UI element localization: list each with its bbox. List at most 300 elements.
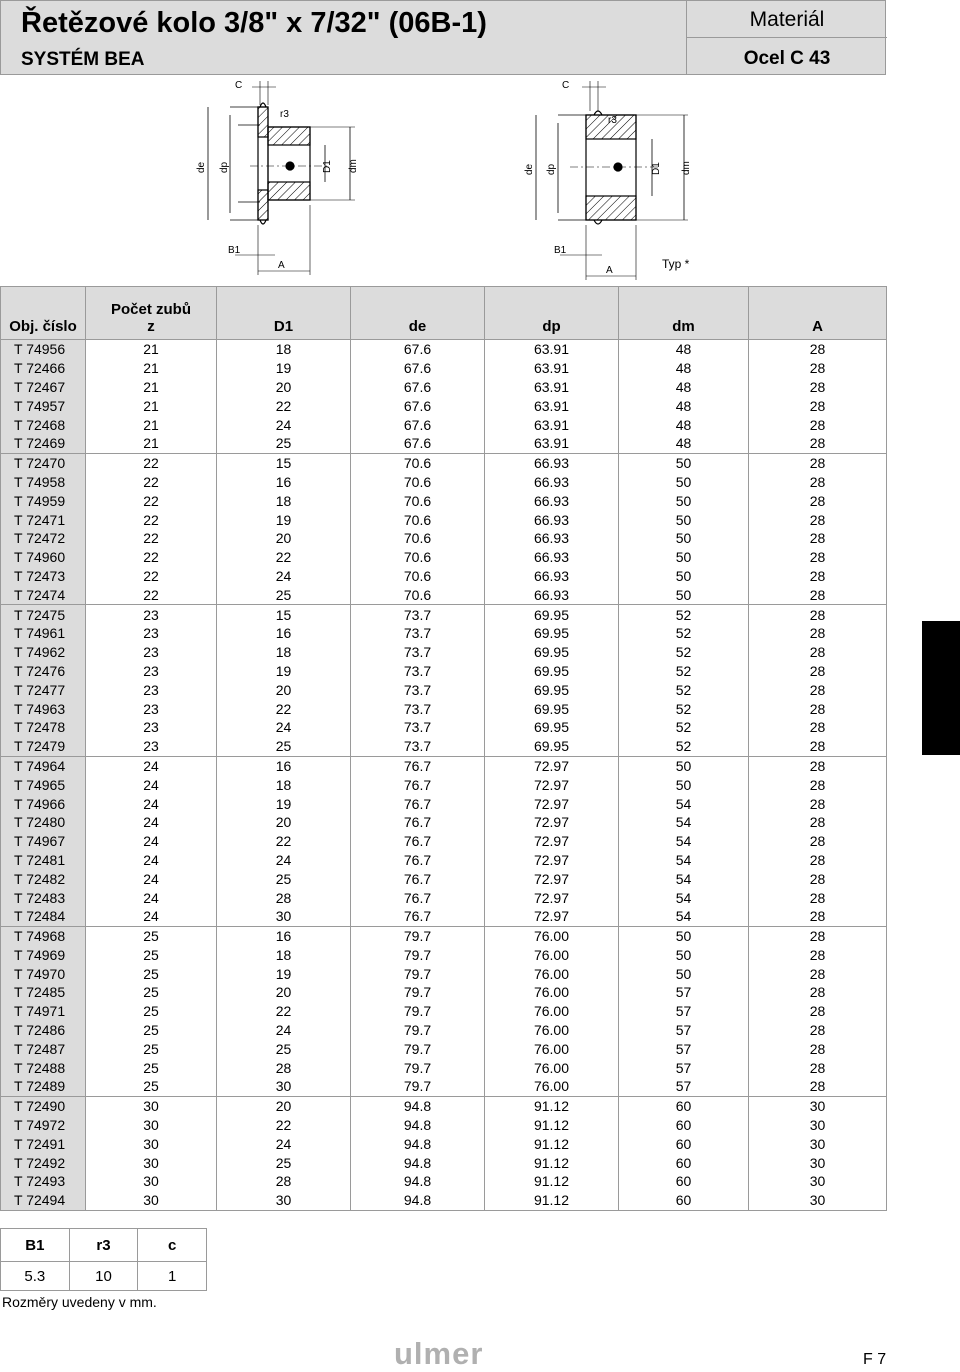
material-value: Ocel C 43 — [743, 48, 831, 69]
page-subtitle: SYSTÉM BEA — [21, 49, 145, 70]
obj-cislo-cell: T 74971 — [1, 1002, 86, 1021]
de-cell: 73.7 — [351, 699, 485, 718]
table-row — [1, 1134, 887, 1153]
teeth-count-cell: 24 — [86, 813, 217, 832]
dp-cell: 63.91 — [485, 378, 619, 397]
a-cell: 28 — [749, 662, 887, 681]
dim-header-b1: B1 — [1, 1229, 70, 1262]
dm-cell: 52 — [619, 680, 749, 699]
page-title: Řetězové kolo 3/8" x 7/32" (06B-1) — [21, 7, 487, 39]
obj-cislo-cell: T 72481 — [1, 851, 86, 870]
dm-cell: 52 — [619, 624, 749, 643]
header-dm: dm — [619, 287, 749, 340]
table-row — [1, 964, 887, 983]
dimensions-header-row — [1, 1229, 207, 1262]
a-cell: 28 — [749, 869, 887, 888]
table-row — [1, 378, 887, 397]
obj-cislo-cell: T 72486 — [1, 1021, 86, 1040]
table-row — [1, 794, 887, 813]
obj-cislo-cell: T 72488 — [1, 1058, 86, 1077]
obj-cislo-cell: T 74958 — [1, 473, 86, 492]
table-row — [1, 415, 887, 434]
d1-cell: 18 — [217, 643, 351, 662]
obj-cislo-cell: T 72493 — [1, 1172, 86, 1191]
a-cell: 28 — [749, 1058, 887, 1077]
dimensions-value-row — [1, 1262, 207, 1291]
a-cell: 28 — [749, 473, 887, 492]
dim-c-label-right: C — [562, 80, 570, 91]
dm-cell: 48 — [619, 396, 749, 415]
dim-r3-label-right: r3 — [608, 115, 617, 126]
a-cell: 28 — [749, 510, 887, 529]
table-row — [1, 1191, 887, 1210]
table-row — [1, 1021, 887, 1040]
teeth-count-cell: 25 — [86, 1058, 217, 1077]
teeth-count-cell: 23 — [86, 662, 217, 681]
dm-cell: 54 — [619, 851, 749, 870]
d1-cell: 19 — [217, 359, 351, 378]
d1-cell: 25 — [217, 1153, 351, 1172]
dm-cell: 60 — [619, 1153, 749, 1172]
dim-b1-label-left: B1 — [228, 245, 241, 256]
dp-cell: 76.00 — [485, 1002, 619, 1021]
dm-cell: 54 — [619, 794, 749, 813]
dim-dp-label-left: dp — [219, 161, 230, 173]
obj-cislo-cell: T 72484 — [1, 907, 86, 926]
dp-cell: 72.97 — [485, 907, 619, 926]
d1-cell: 16 — [217, 473, 351, 492]
d1-cell: 19 — [217, 510, 351, 529]
dim-value-r3: 10 — [69, 1262, 138, 1291]
obj-cislo-cell: T 72469 — [1, 434, 86, 453]
teeth-count-cell: 24 — [86, 907, 217, 926]
a-cell: 28 — [749, 1021, 887, 1040]
obj-cislo-cell: T 74956 — [1, 340, 86, 359]
dm-cell: 60 — [619, 1172, 749, 1191]
sprocket-table — [0, 286, 887, 1211]
teeth-count-cell: 23 — [86, 680, 217, 699]
teeth-count-cell: 30 — [86, 1191, 217, 1210]
dim-b1-label-right: B1 — [554, 245, 567, 256]
table-row — [1, 1096, 887, 1115]
dp-cell: 76.00 — [485, 1058, 619, 1077]
dp-cell: 91.12 — [485, 1134, 619, 1153]
dimensions-table — [0, 1228, 207, 1291]
dim-header-r3: r3 — [69, 1229, 138, 1262]
teeth-count-cell: 25 — [86, 1002, 217, 1021]
obj-cislo-cell: T 72472 — [1, 529, 86, 548]
teeth-count-cell: 23 — [86, 624, 217, 643]
teeth-count-cell: 30 — [86, 1134, 217, 1153]
d1-cell: 24 — [217, 1134, 351, 1153]
obj-cislo-cell: T 72476 — [1, 662, 86, 681]
header-de: de — [351, 287, 485, 340]
dp-cell: 69.95 — [485, 624, 619, 643]
de-cell: 70.6 — [351, 529, 485, 548]
dm-cell: 54 — [619, 869, 749, 888]
dm-cell: 50 — [619, 473, 749, 492]
d1-cell: 20 — [217, 813, 351, 832]
table-row — [1, 643, 887, 662]
a-cell: 28 — [749, 434, 887, 453]
material-box — [686, 1, 887, 74]
de-cell: 73.7 — [351, 605, 485, 624]
dim-a-label-right: A — [606, 265, 613, 276]
dm-cell: 48 — [619, 359, 749, 378]
de-cell: 79.7 — [351, 1021, 485, 1040]
dp-cell: 69.95 — [485, 680, 619, 699]
d1-cell: 22 — [217, 1002, 351, 1021]
teeth-count-cell: 22 — [86, 548, 217, 567]
table-row — [1, 926, 887, 945]
de-cell: 79.7 — [351, 946, 485, 965]
teeth-count-cell: 30 — [86, 1096, 217, 1115]
a-cell: 28 — [749, 888, 887, 907]
table-row — [1, 680, 887, 699]
d1-cell: 20 — [217, 529, 351, 548]
teeth-count-cell: 25 — [86, 926, 217, 945]
d1-cell: 19 — [217, 794, 351, 813]
de-cell: 76.7 — [351, 869, 485, 888]
dim-header-c: c — [138, 1229, 207, 1262]
dim-a-label-left: A — [278, 260, 285, 271]
dm-cell: 50 — [619, 567, 749, 586]
de-cell: 70.6 — [351, 585, 485, 604]
dim-r3-label-left: r3 — [280, 109, 289, 120]
dp-cell: 76.00 — [485, 1021, 619, 1040]
dp-cell: 72.97 — [485, 813, 619, 832]
dm-cell: 50 — [619, 453, 749, 472]
dp-cell: 69.95 — [485, 718, 619, 737]
a-cell: 28 — [749, 1077, 887, 1096]
obj-cislo-cell: T 72467 — [1, 378, 86, 397]
d1-cell: 30 — [217, 1077, 351, 1096]
dim-value-c: 1 — [138, 1262, 207, 1291]
dp-cell: 66.93 — [485, 473, 619, 492]
d1-cell: 18 — [217, 775, 351, 794]
a-cell: 28 — [749, 1002, 887, 1021]
teeth-count-cell: 22 — [86, 585, 217, 604]
dm-cell: 50 — [619, 775, 749, 794]
dm-cell: 52 — [619, 643, 749, 662]
header-obj-cislo: Obj. číslo — [1, 287, 86, 340]
dm-cell: 52 — [619, 699, 749, 718]
de-cell: 73.7 — [351, 662, 485, 681]
table-row — [1, 737, 887, 756]
dp-cell: 72.97 — [485, 756, 619, 775]
a-cell: 28 — [749, 680, 887, 699]
dp-cell: 76.00 — [485, 1039, 619, 1058]
d1-cell: 28 — [217, 1172, 351, 1191]
de-cell: 94.8 — [351, 1116, 485, 1135]
a-cell: 28 — [749, 718, 887, 737]
de-cell: 76.7 — [351, 794, 485, 813]
de-cell: 79.7 — [351, 1039, 485, 1058]
d1-cell: 25 — [217, 585, 351, 604]
de-cell: 67.6 — [351, 396, 485, 415]
table-row — [1, 946, 887, 965]
teeth-count-cell: 23 — [86, 718, 217, 737]
dm-cell: 57 — [619, 1077, 749, 1096]
a-cell: 28 — [749, 794, 887, 813]
dp-cell: 76.00 — [485, 983, 619, 1002]
de-cell: 79.7 — [351, 926, 485, 945]
dm-cell: 57 — [619, 1002, 749, 1021]
table-row — [1, 548, 887, 567]
a-cell: 28 — [749, 983, 887, 1002]
obj-cislo-cell: T 72470 — [1, 453, 86, 472]
dim-dm-label-left: dm — [348, 159, 359, 173]
obj-cislo-cell: T 72466 — [1, 359, 86, 378]
teeth-count-cell: 24 — [86, 851, 217, 870]
obj-cislo-cell: T 74969 — [1, 946, 86, 965]
teeth-count-cell: 24 — [86, 794, 217, 813]
de-cell: 76.7 — [351, 813, 485, 832]
table-row — [1, 396, 887, 415]
table-row — [1, 699, 887, 718]
obj-cislo-cell: T 74967 — [1, 832, 86, 851]
dp-cell: 91.12 — [485, 1153, 619, 1172]
obj-cislo-cell: T 72492 — [1, 1153, 86, 1172]
header-a: A — [749, 287, 887, 340]
dp-cell: 72.97 — [485, 794, 619, 813]
teeth-count-cell: 22 — [86, 473, 217, 492]
obj-cislo-cell: T 74970 — [1, 964, 86, 983]
de-cell: 79.7 — [351, 1058, 485, 1077]
d1-cell: 24 — [217, 415, 351, 434]
de-cell: 67.6 — [351, 359, 485, 378]
dp-cell: 66.93 — [485, 453, 619, 472]
a-cell: 28 — [749, 1039, 887, 1058]
dm-cell: 50 — [619, 548, 749, 567]
d1-cell: 15 — [217, 605, 351, 624]
teeth-count-cell: 22 — [86, 453, 217, 472]
obj-cislo-cell: T 74968 — [1, 926, 86, 945]
de-cell: 73.7 — [351, 737, 485, 756]
a-cell: 28 — [749, 832, 887, 851]
de-cell: 73.7 — [351, 718, 485, 737]
table-row — [1, 567, 887, 586]
obj-cislo-cell: T 74965 — [1, 775, 86, 794]
material-label: Materiál — [687, 1, 887, 38]
a-cell: 28 — [749, 340, 887, 359]
d1-cell: 19 — [217, 662, 351, 681]
dp-cell: 63.91 — [485, 415, 619, 434]
dp-cell: 76.00 — [485, 964, 619, 983]
de-cell: 70.6 — [351, 548, 485, 567]
a-cell: 30 — [749, 1191, 887, 1210]
de-cell: 94.8 — [351, 1134, 485, 1153]
dm-cell: 60 — [619, 1134, 749, 1153]
teeth-count-cell: 21 — [86, 378, 217, 397]
table-row — [1, 1172, 887, 1191]
dm-cell: 50 — [619, 529, 749, 548]
header-d1: D1 — [217, 287, 351, 340]
dp-cell: 63.91 — [485, 359, 619, 378]
table-row — [1, 907, 887, 926]
d1-cell: 30 — [217, 1191, 351, 1210]
teeth-count-cell: 23 — [86, 605, 217, 624]
dp-cell: 69.95 — [485, 737, 619, 756]
a-cell: 30 — [749, 1116, 887, 1135]
a-cell: 30 — [749, 1153, 887, 1172]
obj-cislo-cell: T 72479 — [1, 737, 86, 756]
dp-cell: 66.93 — [485, 585, 619, 604]
obj-cislo-cell: T 72468 — [1, 415, 86, 434]
dm-cell: 48 — [619, 415, 749, 434]
d1-cell: 18 — [217, 491, 351, 510]
dp-cell: 63.91 — [485, 434, 619, 453]
a-cell: 28 — [749, 775, 887, 794]
de-cell: 76.7 — [351, 775, 485, 794]
d1-cell: 22 — [217, 832, 351, 851]
obj-cislo-cell: T 72482 — [1, 869, 86, 888]
table-row — [1, 340, 887, 359]
de-cell: 76.7 — [351, 888, 485, 907]
obj-cislo-cell: T 74957 — [1, 396, 86, 415]
dp-cell: 63.91 — [485, 340, 619, 359]
dm-cell: 52 — [619, 662, 749, 681]
a-cell: 28 — [749, 926, 887, 945]
d1-cell: 24 — [217, 567, 351, 586]
obj-cislo-cell: T 72480 — [1, 813, 86, 832]
teeth-count-cell: 21 — [86, 340, 217, 359]
table-row — [1, 813, 887, 832]
dim-de-label-right: de — [524, 163, 535, 175]
d1-cell: 16 — [217, 756, 351, 775]
a-cell: 28 — [749, 491, 887, 510]
d1-cell: 16 — [217, 624, 351, 643]
de-cell: 94.8 — [351, 1191, 485, 1210]
de-cell: 70.6 — [351, 510, 485, 529]
teeth-count-cell: 25 — [86, 1039, 217, 1058]
table-row — [1, 585, 887, 604]
obj-cislo-cell: T 72478 — [1, 718, 86, 737]
teeth-count-cell: 24 — [86, 869, 217, 888]
teeth-count-cell: 21 — [86, 434, 217, 453]
teeth-count-cell: 21 — [86, 359, 217, 378]
a-cell: 28 — [749, 567, 887, 586]
teeth-count-cell: 22 — [86, 491, 217, 510]
table-row — [1, 605, 887, 624]
de-cell: 94.8 — [351, 1096, 485, 1115]
a-cell: 28 — [749, 396, 887, 415]
teeth-count-cell: 24 — [86, 756, 217, 775]
obj-cislo-cell: T 74962 — [1, 643, 86, 662]
table-row — [1, 756, 887, 775]
title-block — [0, 0, 886, 75]
table-row — [1, 851, 887, 870]
teeth-count-cell: 22 — [86, 567, 217, 586]
a-cell: 28 — [749, 453, 887, 472]
d1-cell: 28 — [217, 888, 351, 907]
a-cell: 28 — [749, 548, 887, 567]
obj-cislo-cell: T 72485 — [1, 983, 86, 1002]
dim-dm-label-right: dm — [681, 161, 692, 175]
a-cell: 28 — [749, 624, 887, 643]
dp-cell: 69.95 — [485, 699, 619, 718]
teeth-count-cell: 23 — [86, 699, 217, 718]
obj-cislo-cell: T 74959 — [1, 491, 86, 510]
obj-cislo-cell: T 74960 — [1, 548, 86, 567]
d1-cell: 22 — [217, 548, 351, 567]
dm-cell: 48 — [619, 434, 749, 453]
dp-cell: 63.91 — [485, 396, 619, 415]
a-cell: 28 — [749, 699, 887, 718]
dim-d1-label-left: D1 — [322, 160, 333, 173]
de-cell: 79.7 — [351, 983, 485, 1002]
dp-cell: 66.93 — [485, 529, 619, 548]
dm-cell: 60 — [619, 1096, 749, 1115]
dp-cell: 66.93 — [485, 548, 619, 567]
dp-cell: 66.93 — [485, 567, 619, 586]
d1-cell: 22 — [217, 699, 351, 718]
obj-cislo-cell: T 72477 — [1, 680, 86, 699]
dim-de-label-left: de — [196, 161, 207, 173]
dp-cell: 76.00 — [485, 946, 619, 965]
obj-cislo-cell: T 72475 — [1, 605, 86, 624]
dm-cell: 52 — [619, 605, 749, 624]
dm-cell: 48 — [619, 378, 749, 397]
de-cell: 73.7 — [351, 643, 485, 662]
dm-cell: 54 — [619, 813, 749, 832]
dp-cell: 66.93 — [485, 510, 619, 529]
de-cell: 67.6 — [351, 340, 485, 359]
dm-cell: 54 — [619, 832, 749, 851]
table-row — [1, 718, 887, 737]
dm-cell: 50 — [619, 926, 749, 945]
obj-cislo-cell: T 72491 — [1, 1134, 86, 1153]
dp-cell: 69.95 — [485, 643, 619, 662]
obj-cislo-cell: T 74972 — [1, 1116, 86, 1135]
dim-dp-label-right: dp — [546, 163, 557, 175]
obj-cislo-cell: T 74961 — [1, 624, 86, 643]
dm-cell: 52 — [619, 718, 749, 737]
de-cell: 76.7 — [351, 756, 485, 775]
table-row — [1, 1002, 887, 1021]
a-cell: 28 — [749, 946, 887, 965]
dim-value-b1: 5.3 — [1, 1262, 70, 1291]
table-row — [1, 888, 887, 907]
dp-cell: 91.12 — [485, 1172, 619, 1191]
dm-cell: 57 — [619, 983, 749, 1002]
a-cell: 30 — [749, 1134, 887, 1153]
dm-cell: 54 — [619, 907, 749, 926]
dp-cell: 72.97 — [485, 832, 619, 851]
de-cell: 76.7 — [351, 907, 485, 926]
table-row — [1, 453, 887, 472]
dp-cell: 91.12 — [485, 1116, 619, 1135]
dp-cell: 76.00 — [485, 926, 619, 945]
a-cell: 30 — [749, 1096, 887, 1115]
de-cell: 67.6 — [351, 378, 485, 397]
table-row — [1, 359, 887, 378]
obj-cislo-cell: T 72490 — [1, 1096, 86, 1115]
dm-cell: 50 — [619, 964, 749, 983]
table-header-row — [1, 287, 887, 340]
table-row — [1, 775, 887, 794]
table-row — [1, 662, 887, 681]
d1-cell: 18 — [217, 340, 351, 359]
teeth-count-cell: 23 — [86, 737, 217, 756]
teeth-count-cell: 24 — [86, 888, 217, 907]
dm-cell: 50 — [619, 585, 749, 604]
dp-cell: 72.97 — [485, 888, 619, 907]
table-row — [1, 832, 887, 851]
a-cell: 28 — [749, 378, 887, 397]
de-cell: 79.7 — [351, 1077, 485, 1096]
a-cell: 28 — [749, 813, 887, 832]
